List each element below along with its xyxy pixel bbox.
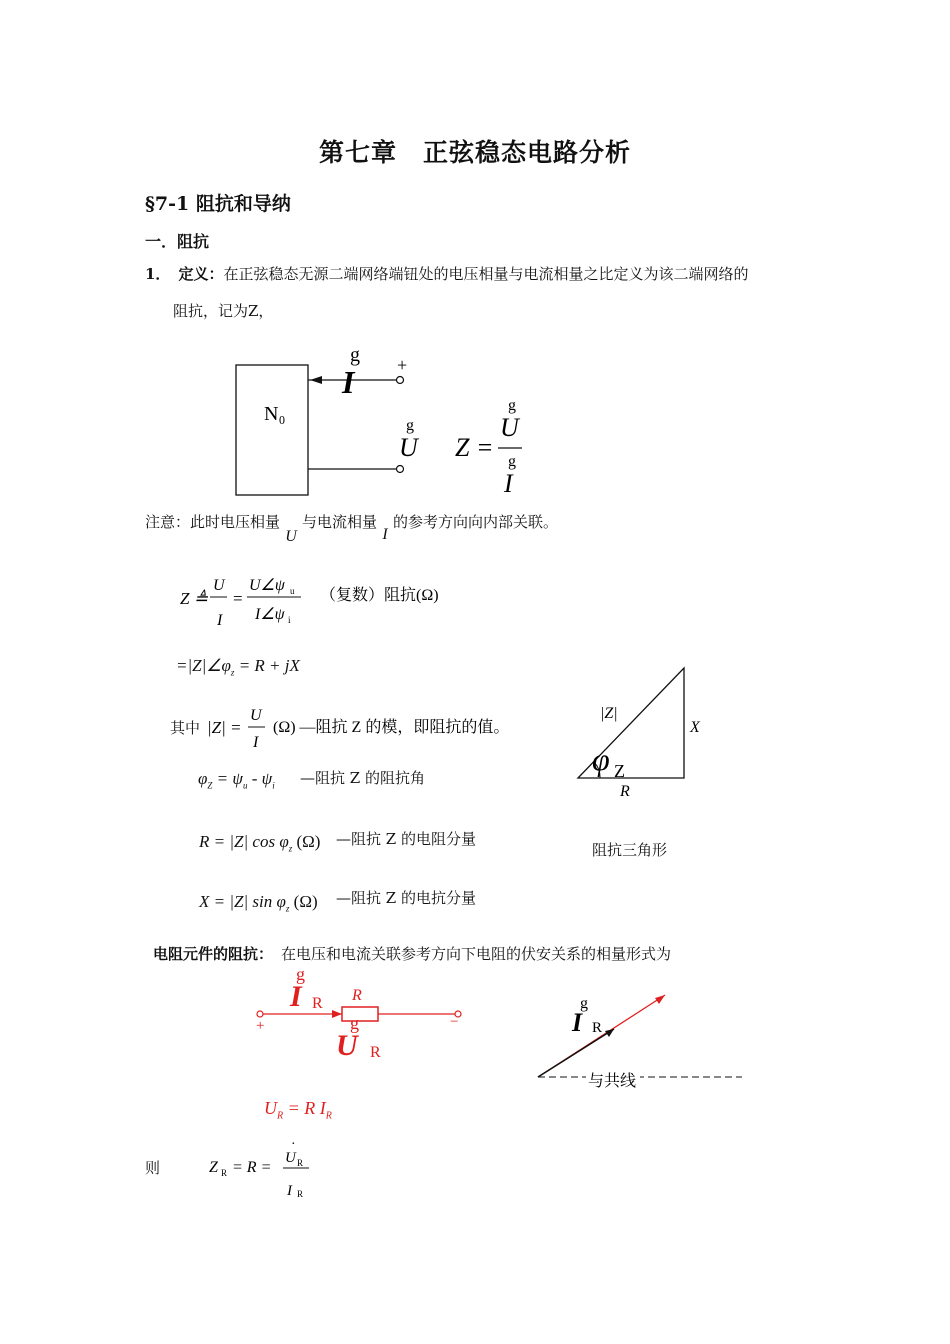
zr-equation — [205, 1140, 345, 1205]
phasor-i-sub: R — [592, 1020, 603, 1036]
triangle-hyp: |Z| — [600, 705, 618, 722]
network-figure — [230, 340, 550, 500]
rel-u: U — [264, 1098, 277, 1118]
formula-lhs: Z = — [455, 433, 494, 462]
ur-symbol: U — [336, 1029, 358, 1062]
eq4-rhs: = ψ — [212, 769, 243, 788]
eq5-lhs: R = |Z| cos φ — [199, 832, 289, 851]
eq1-desc: （复数）阻抗(Ω) — [320, 587, 439, 604]
ur-dot: g — [350, 1013, 359, 1033]
note-u-symbol: U — [285, 528, 297, 545]
eq2 — [176, 656, 300, 677]
eq3-num: U — [250, 707, 262, 724]
note-line — [145, 511, 559, 545]
eq6-desc: —阻抗 Z 的电抗分量 — [336, 889, 476, 907]
definition-text: 在正弦稳态无源二端网络端钮处的电压相量与电流相量之比定义为该二端网络的 — [223, 265, 749, 283]
eq5-desc: —阻抗 Z 的电阻分量 — [336, 830, 476, 848]
phasor-diagram — [530, 985, 750, 1095]
note-i-symbol: I — [382, 526, 388, 543]
voltage-dot-mark: g — [406, 417, 414, 434]
resistor-body — [342, 1007, 378, 1021]
eq4-desc: —阻抗 Z 的阻抗角 — [300, 769, 425, 787]
formula-denominator: I — [504, 469, 513, 498]
eq5-unit: (Ω) — [292, 832, 321, 851]
eq4-lhs: φ — [198, 769, 208, 788]
network-label: N₀ — [264, 403, 286, 425]
zr-eq: = R = — [232, 1159, 272, 1176]
impedance-definition-eq — [175, 565, 475, 635]
formula-num-dot: g — [508, 397, 516, 414]
ur-sub: R — [370, 1044, 381, 1061]
top-terminal — [397, 377, 404, 384]
eq4-sub2: i — [272, 780, 275, 791]
eq3-prefix: 其中 — [170, 719, 201, 737]
definition-label: 定义： — [178, 265, 224, 283]
eq5 — [199, 832, 320, 853]
eq3-lhs: |Z| = — [207, 718, 242, 737]
network-box — [236, 365, 308, 495]
bottom-terminal — [397, 466, 404, 473]
ir-sub: R — [312, 995, 323, 1012]
current-dot-mark: g — [350, 344, 360, 366]
then-label: 则 — [145, 1159, 161, 1177]
zr-den-sub: R — [297, 1189, 304, 1199]
eq4-minus: - ψ — [247, 769, 273, 788]
eq6 — [199, 892, 318, 913]
rel-u-sub: R — [277, 1110, 284, 1122]
current-symbol: I — [342, 364, 355, 400]
note-suffix: 的参考方向向内部关联。 — [393, 513, 559, 531]
resistor-text: 在电压和电流关联参考方向下电阻的伏安关系的相量形式为 — [281, 945, 672, 963]
eq1-den1: I — [217, 612, 223, 629]
definition-line-2: 阻抗，记为Z， — [173, 302, 274, 320]
triangle-opp: X — [690, 719, 700, 736]
zr-den: I — [287, 1183, 292, 1199]
section-heading: §7-1 阻抗和导纳 — [145, 193, 291, 215]
zr-lhs-sub: R — [221, 1168, 228, 1178]
eq5-sub: z — [288, 843, 293, 854]
rel-i-sub: R — [325, 1110, 332, 1122]
svg-text:·: · — [291, 1140, 296, 1152]
eq1-den2-sub: i — [288, 615, 291, 625]
ir-symbol: I — [290, 980, 302, 1013]
formula-den-dot: g — [508, 453, 516, 470]
resistor-line — [153, 943, 671, 964]
voltage-symbol: U — [399, 433, 418, 462]
eq1-lhs: Z ≜ — [180, 589, 208, 608]
eq1-den2: I∠ψ — [255, 606, 285, 623]
svg-text:=: = — [233, 589, 243, 608]
eq4-sub1: u — [242, 780, 248, 791]
resistor-label: 电阻元件的阻抗： — [153, 945, 274, 963]
eq2-sub: z — [230, 667, 235, 678]
phasor-i-symbol: I — [572, 1008, 583, 1037]
eq1-num2: U∠ψ — [249, 577, 285, 594]
rel-eq: = R I — [283, 1098, 326, 1118]
eq3-desc: (Ω) —阻抗 Z 的模，即阻抗的值。 — [273, 719, 510, 736]
eq6-sub: z — [285, 903, 290, 914]
resistor-r: R — [352, 987, 362, 1004]
chapter-title: 第七章 正弦稳态电路分析 — [318, 138, 631, 167]
current-arrow — [310, 376, 322, 384]
note-prefix: 注意：此时电压相量 — [145, 513, 281, 531]
resistor-circuit — [250, 962, 480, 1067]
eq4-lhs-sub: Z — [207, 780, 213, 791]
definition-line-1 — [145, 263, 748, 284]
eq6-unit: (Ω) — [289, 892, 318, 911]
formula-numerator: U — [500, 413, 519, 442]
ir-dot: g — [296, 964, 305, 984]
resistor-current-arrow — [332, 1010, 342, 1018]
subsection-heading: 一．阻抗 — [145, 232, 210, 251]
resistor-relation — [264, 1098, 332, 1122]
eq4 — [198, 769, 275, 790]
eq3-den: I — [253, 734, 259, 751]
eq3-modulus — [205, 703, 545, 753]
triangle-caption: 阻抗三角形 — [592, 841, 668, 859]
note-mid: 与电流相量 — [302, 513, 378, 531]
zr-num-sub: R — [297, 1158, 304, 1168]
impedance-triangle — [570, 660, 720, 805]
phasor-i-dot: g — [580, 995, 588, 1012]
triangle-angle: φ — [592, 741, 610, 777]
collinear-label: 与共线 — [588, 1073, 637, 1090]
eq2-text: =|Z|∠φ — [176, 656, 231, 675]
eq2-rest: = R + jX — [234, 656, 300, 675]
eq6-lhs: X = |Z| sin φ — [199, 892, 286, 911]
zr-lhs: Z — [209, 1159, 218, 1176]
definition-number: 1． — [145, 265, 171, 283]
triangle-angle-sub: Z — [614, 761, 625, 781]
triangle-adj: R — [620, 783, 630, 800]
eq1-num2-sub: u — [290, 586, 295, 596]
resistor-minus: − — [450, 1014, 459, 1030]
zr-num: U — [285, 1150, 296, 1166]
resistor-plus: + — [256, 1018, 265, 1034]
plus-sign: + — [397, 355, 408, 375]
eq1-num1: U — [213, 577, 225, 594]
